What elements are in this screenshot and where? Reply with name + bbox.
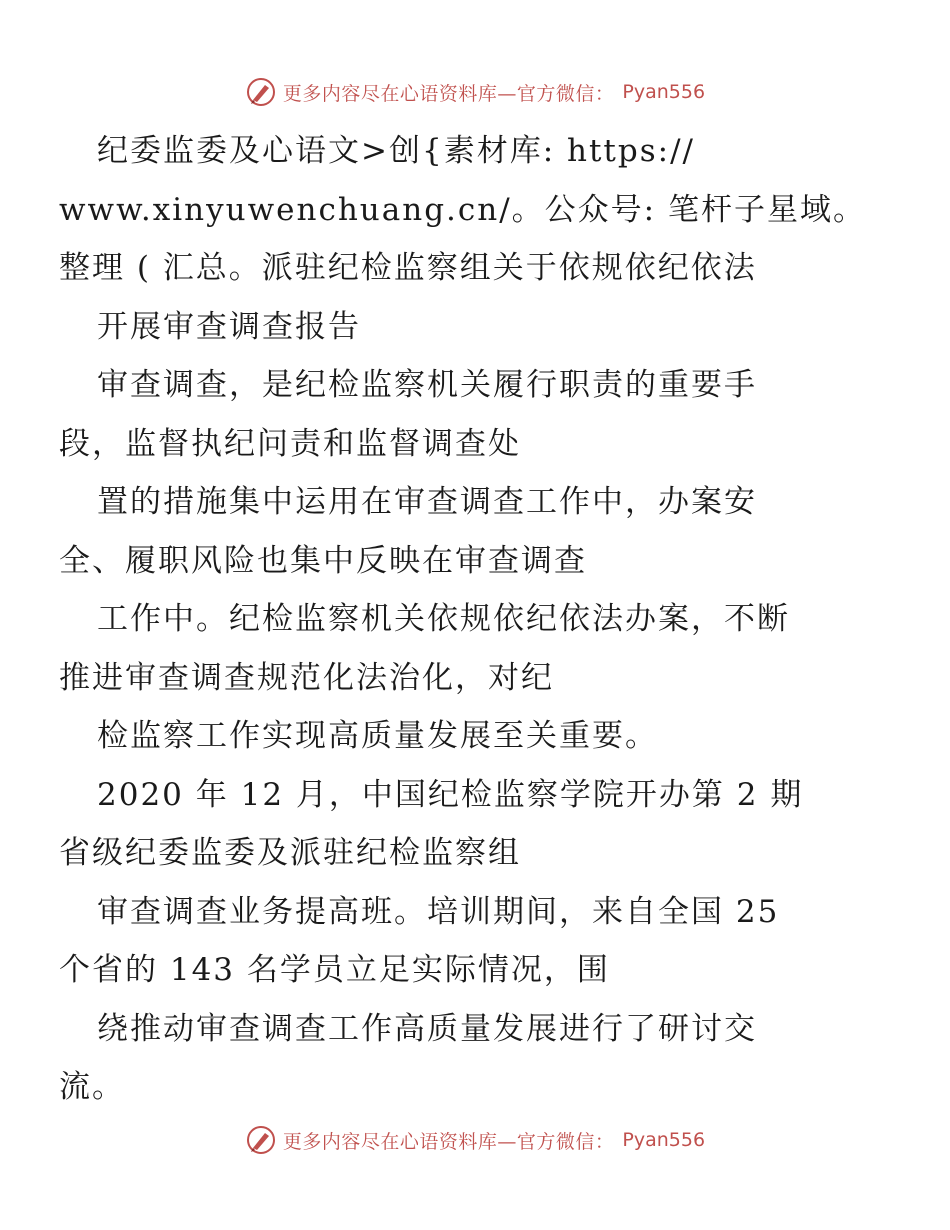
- body-line: 2020 年 12 月，中国纪检监察学院开办第 2 期: [97, 776, 804, 813]
- header-banner-text: 更多内容尽在心语资料库—官方微信：: [282, 82, 615, 105]
- body-line: 检监察工作实现高质量发展至关重要。: [97, 718, 658, 754]
- body-line: 个省的 143 名学员立足实际情况，围: [59, 952, 610, 988]
- body-line: 整理 ( 汇总。派驻纪检监察组关于依规依纪依法: [59, 250, 757, 286]
- body-line: 置的措施集中运用在审查调查工作中，办案安: [97, 484, 757, 520]
- document-body: [59, 122, 866, 1117]
- body-line: 推进审查调查规范化法治化，对纪: [59, 659, 554, 696]
- body-line: 全、履职风险也集中反映在审查调查: [59, 542, 587, 579]
- body-line: 流。: [59, 1069, 125, 1105]
- body-line: 省级纪委监委及派驻纪检监察组: [59, 835, 521, 871]
- body-line: 段，监督执纪问责和监督调查处: [59, 425, 521, 462]
- body-line: 工作中。纪检监察机关依规依纪依法办案，不断: [97, 601, 790, 637]
- body-line: 绕推动审查调查工作高质量发展进行了研讨交: [97, 1010, 757, 1047]
- body-line: 开展审查调查报告: [97, 308, 361, 345]
- body-line: www.xinyuwenchuang.cn/。公众号: 笔杆子星域。: [59, 191, 866, 228]
- header-banner: [0, 72, 950, 112]
- pen-logo-icon: [245, 76, 277, 108]
- body-line: 纪委监委及心语文>创{素材库: https://: [97, 133, 695, 169]
- footer-banner: [0, 1120, 950, 1160]
- footer-banner-text: 更多内容尽在心语资料库—官方微信：: [282, 1130, 615, 1153]
- header-wechat-id: Pyan556: [622, 81, 706, 103]
- footer-wechat-id: Pyan556: [622, 1129, 706, 1151]
- pen-logo-icon: [245, 1124, 277, 1156]
- body-line: 审查调查业务提高班。培训期间，来自全国 25: [97, 893, 780, 930]
- body-line: 审查调查，是纪检监察机关履行职责的重要手: [97, 367, 757, 403]
